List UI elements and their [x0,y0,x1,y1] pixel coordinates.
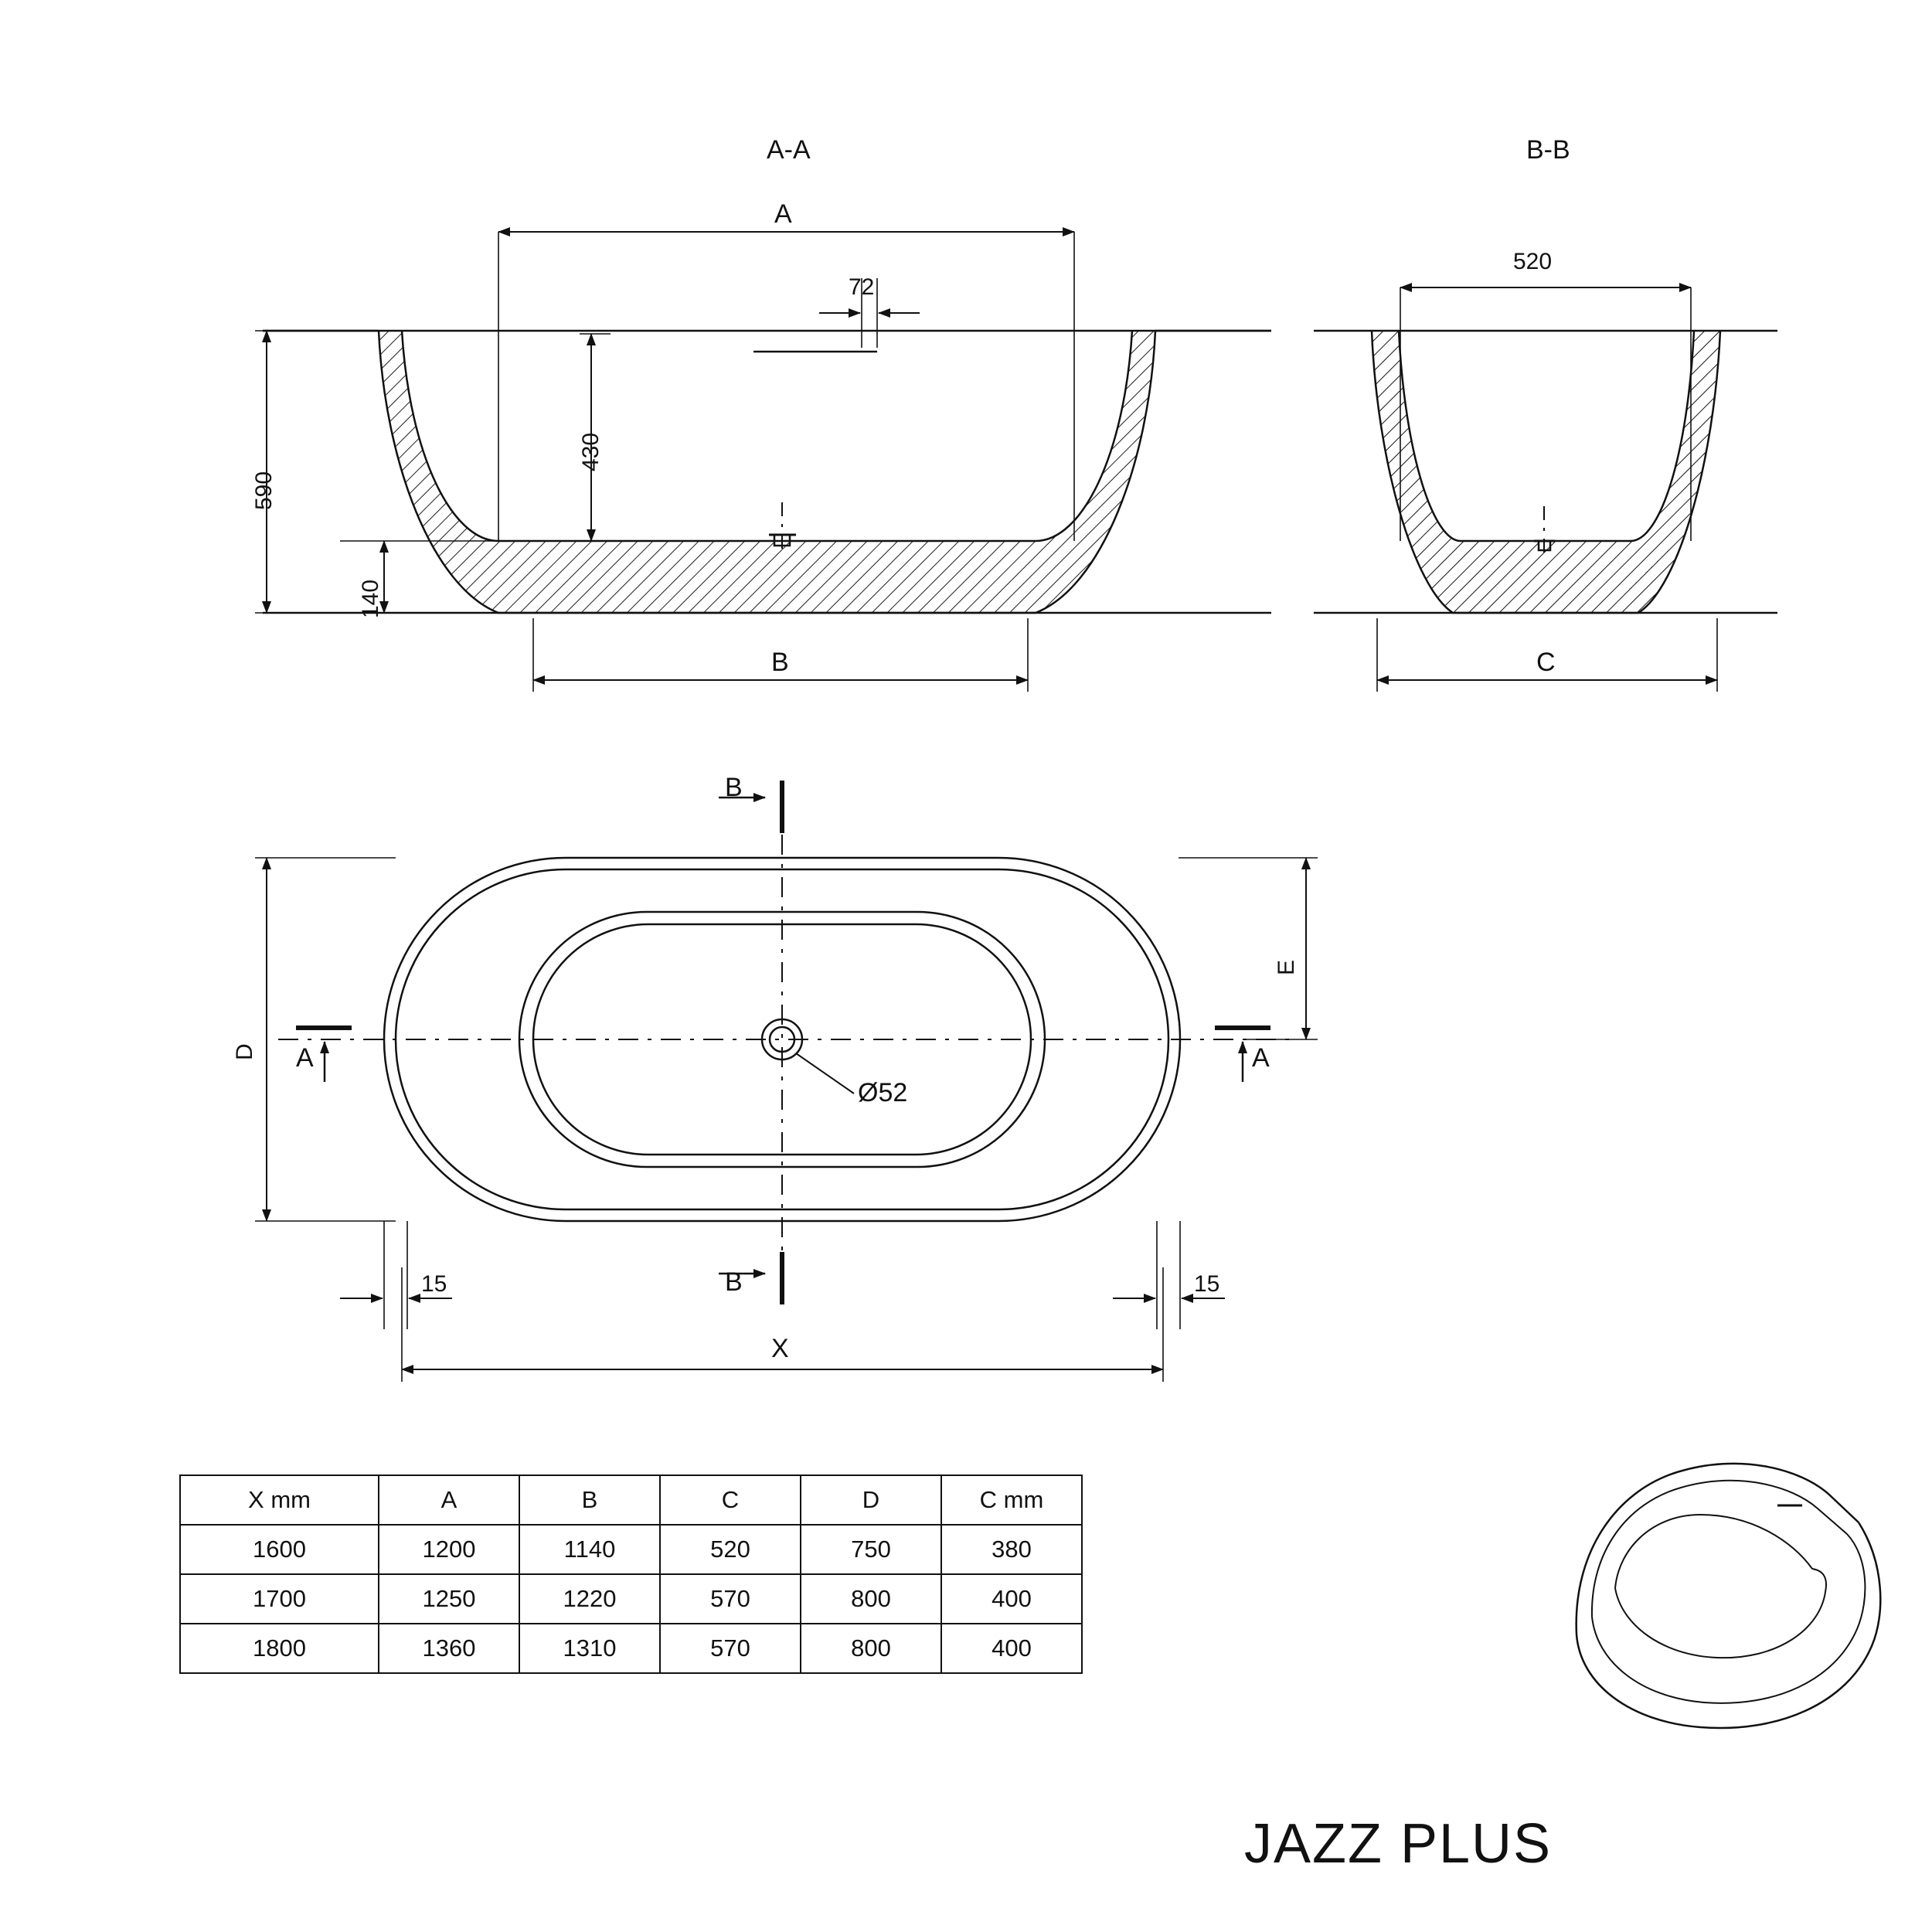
dim-D-label: D [232,1043,257,1060]
dim-B-label: B [771,648,789,677]
table-cell: 1250 [379,1574,519,1624]
dim-E-label: E [1274,959,1299,975]
table-cell: 570 [660,1574,801,1624]
section-bb-outline [1314,331,1777,613]
table-header-cell: X mm [180,1475,379,1525]
table-header-row [180,1475,1082,1525]
dim-A-label: A [774,199,792,229]
table-header-cell: C [660,1475,801,1525]
table-cell: 1800 [180,1624,379,1673]
dim-430-label: 430 [578,432,604,471]
table-header-cell: B [519,1475,660,1525]
dim-140-label: 140 [358,579,383,618]
dim-520-label: 520 [1513,249,1553,274]
table-row [180,1624,1082,1673]
dim-E [1179,858,1318,1039]
table-header-cell: D [801,1475,941,1525]
table-cell: 380 [941,1525,1082,1574]
dim-520 [1400,287,1691,541]
cut-mark-b-top-label: B [725,773,743,802]
table-cell: 800 [801,1624,941,1673]
dim-590-label: 590 [251,471,277,510]
dim-72-label: 72 [849,274,875,300]
cut-mark-a [296,1028,1270,1082]
cut-mark-b [719,781,782,1304]
dim-15-left-label: 15 [421,1271,447,1297]
table-cell: 1700 [180,1574,379,1624]
table-cell: 1200 [379,1525,519,1574]
table-row [180,1525,1082,1574]
dim-X-label: X [771,1334,789,1363]
table-cell: 750 [801,1525,941,1574]
table-cell: 1140 [519,1525,660,1574]
dim-A-section-aa [498,232,1074,541]
cut-mark-a-right-label: A [1252,1043,1270,1073]
section-aa-outline [263,331,1271,613]
dim-C-label: C [1536,648,1556,677]
table-cell: 400 [941,1624,1082,1673]
table-cell: 1600 [180,1525,379,1574]
table-cell: 800 [801,1574,941,1624]
table-header-cell: C mm [941,1475,1082,1525]
table-header-cell: A [379,1475,519,1525]
product-perspective-view [1577,1464,1881,1728]
table-cell: 570 [660,1624,801,1673]
table-cell: 400 [941,1574,1082,1624]
table-cell: 1220 [519,1574,660,1624]
dimensions-table [179,1475,1083,1674]
drain-diameter-note: Ø52 [858,1078,908,1107]
product-title: JAZZ PLUS [1244,1813,1553,1875]
table-cell: 520 [660,1525,801,1574]
plan-view-outline [278,792,1298,1287]
cut-mark-b-bottom-label: B [725,1267,743,1297]
table-row [180,1574,1082,1624]
section-bb-title: B-B [1526,135,1570,165]
dim-15-right-label: 15 [1194,1271,1220,1297]
table-cell: 1360 [379,1624,519,1673]
table-cell: 1310 [519,1624,660,1673]
section-aa-title: A-A [767,135,811,165]
cut-mark-a-left-label: A [296,1043,314,1073]
